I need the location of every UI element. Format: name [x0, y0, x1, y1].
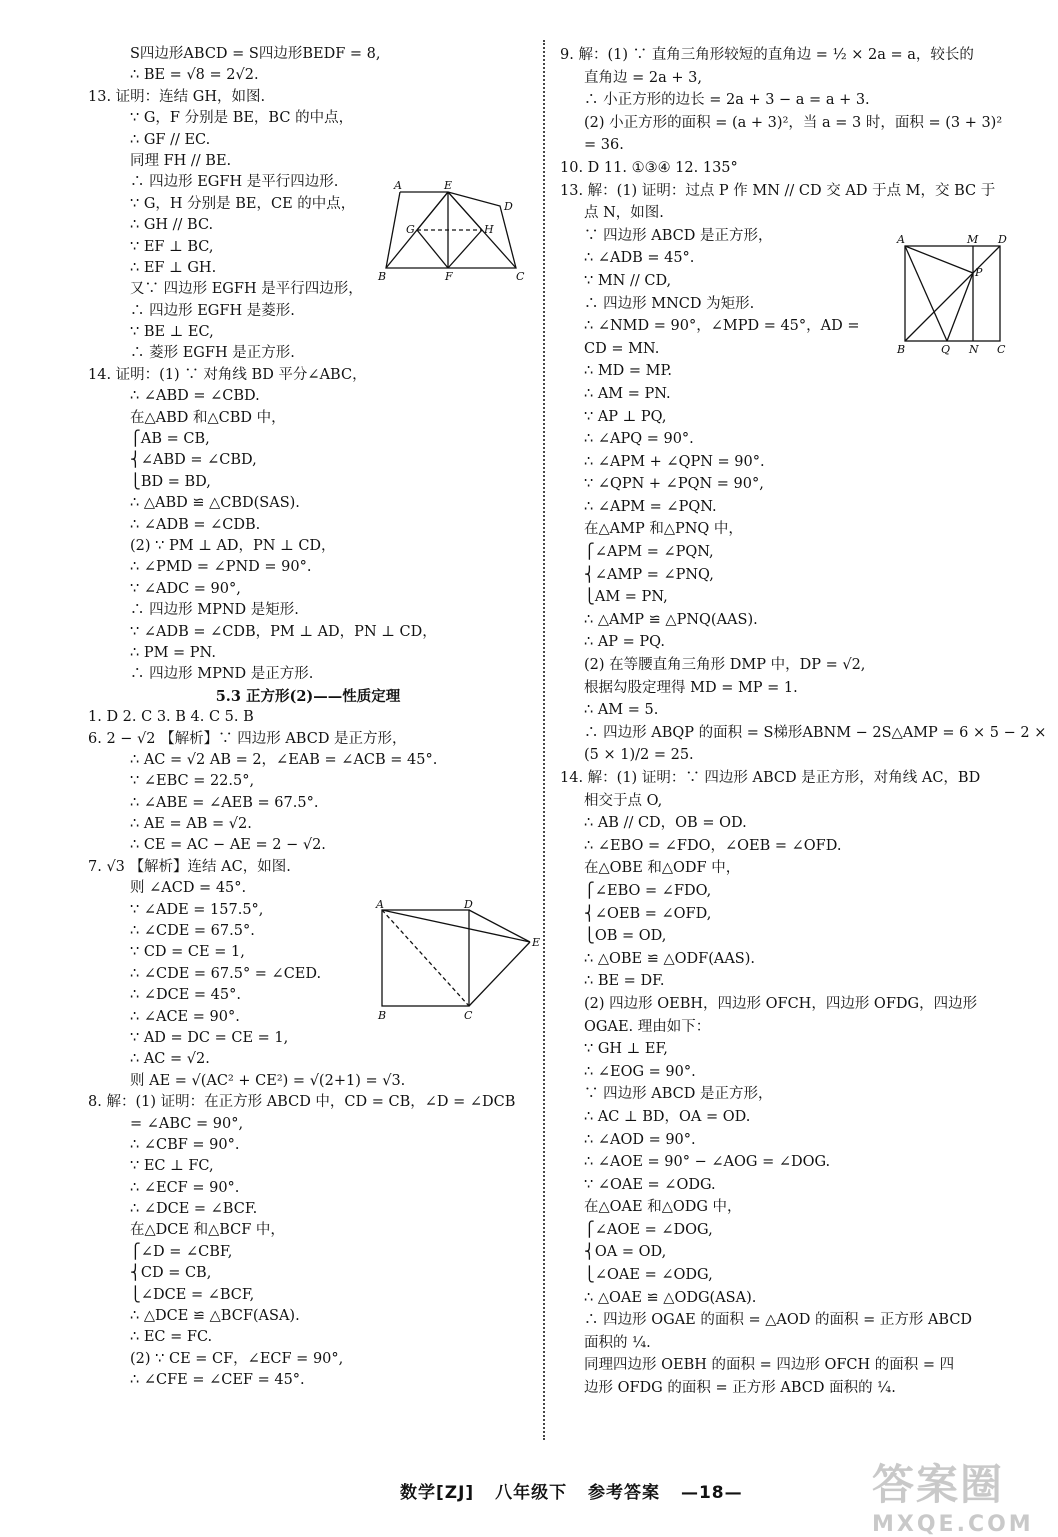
text-line: 6. 2 − √2 【解析】∵ 四边形 ABCD 是正方形， — [88, 730, 407, 747]
text-line: 根据勾股定理得 MD = MP = 1. — [584, 679, 798, 696]
text-line: ⎩∠DCE = ∠BCF, — [130, 1286, 255, 1303]
text-line: 相交于点 O, — [584, 792, 663, 809]
text-line: ∵ MN // CD, — [584, 272, 672, 289]
text-line: 点 N，如图. — [584, 205, 664, 222]
text-line: 14. 解：(1) 证明：∵ 四边形 ABCD 是正方形，对角线 AC，BD — [560, 770, 981, 786]
text-line: 13. 证明：连结 GH，如图. — [88, 88, 266, 105]
column-divider — [543, 40, 545, 1440]
text-line: ∵ EF ⊥ BC, — [130, 238, 214, 255]
figure-square-ade — [372, 898, 547, 1023]
label-e: E — [532, 936, 541, 949]
text-line: ⎧∠APM = ∠PQN, — [584, 544, 714, 561]
text-line: ∴ ∠CDE = 67.5° = ∠CED. — [130, 965, 322, 982]
text-line: ∴ AB // CD，OB = OD. — [584, 815, 747, 832]
label-g: G — [406, 223, 415, 236]
text-line: 面积的 ¼. — [584, 1334, 651, 1351]
text-line: ∴ 四边形 MPND 是正方形. — [130, 666, 314, 683]
text-line: ⎨OA = OD, — [584, 1244, 667, 1261]
text-line: 同理四边形 OEBH 的面积 = 四边形 OFCH 的面积 = 四 — [584, 1357, 955, 1374]
label-b: B — [897, 343, 906, 356]
text-line: (2) ∵ CE = CF，∠ECF = 90°, — [130, 1350, 344, 1367]
label-d: D — [998, 233, 1007, 246]
text-line: ∴ BE = √8 = 2√2. — [130, 67, 259, 84]
text-line: 7. √3 【解析】连结 AC，如图. — [88, 858, 291, 875]
label-d: D — [504, 200, 513, 213]
text-line: ∴ AP = PQ. — [584, 634, 665, 651]
text-line: ∵ BE ⊥ EC, — [130, 324, 214, 341]
text-line: (2) 小正方形的面积 = (a + 3)²，当 a = 3 时，面积 = (3 + 3)² — [584, 114, 1003, 131]
watermark — [872, 1452, 1048, 1537]
text-line: 则 AE = √(AC² + CE²) = √(2+1) = √3. — [130, 1072, 406, 1089]
text-line: ∴ 四边形 EGFH 是平行四边形. — [130, 174, 339, 191]
text-line: ∵ 四边形 ABCD 是正方形， — [584, 1086, 773, 1103]
label-f: F — [445, 270, 453, 283]
footer-section: 参考答案 — [588, 1483, 661, 1503]
text-line: ∴ AE = AB = √2. — [130, 816, 252, 833]
label-m: M — [967, 233, 979, 246]
text-line: ∴ EF ⊥ GH. — [130, 259, 217, 276]
text-line: ∴ ∠AOE = 90° − ∠AOG = ∠DOG. — [584, 1154, 831, 1171]
footer-page-number: —18— — [680, 1483, 743, 1503]
text-line: ∴ ∠ADB = 45°. — [584, 250, 695, 267]
text-line: 在△OAE 和△ODG 中， — [584, 1199, 742, 1216]
label-h: H — [484, 223, 494, 236]
figure-trapezoid — [376, 180, 526, 285]
watermark-logo-text: 答案圈 — [872, 1460, 1005, 1509]
text-line: (2) 在等腰直角三角形 DMP 中，DP = √2, — [584, 657, 866, 674]
text-line: ∴ ∠CBF = 90°. — [130, 1136, 240, 1153]
text-line: ∴ GF // EC. — [130, 131, 211, 148]
text-line: ∴ GH // BC. — [130, 217, 214, 234]
text-line: ∴ ∠APM = ∠PQN. — [584, 498, 717, 515]
text-line: ∴ 菱形 EGFH 是正方形. — [130, 345, 295, 362]
text-line: ⎩OB = OD, — [584, 928, 667, 945]
text-line: ∵ ∠ADE = 157.5°, — [130, 901, 264, 918]
text-line: ∴ EC = FC. — [130, 1329, 213, 1346]
text-line: ∴ ∠APM + ∠QPN = 90°. — [584, 453, 765, 470]
text-line: ⎨∠OEB = ∠OFD, — [584, 905, 712, 922]
text-line: 直角边 = 2a + 3, — [584, 69, 702, 86]
text-line: 又∵ 四边形 EGFH 是平行四边形， — [130, 281, 363, 298]
text-line: ∵ ∠EBC = 22.5°, — [130, 773, 255, 790]
text-line: ⎧∠D = ∠CBF, — [130, 1243, 233, 1260]
label-p: P — [975, 266, 983, 279]
text-line: ∴ △ABD ≌ △CBD(SAS). — [130, 495, 300, 512]
text-line: ⎧AB = CB, — [130, 431, 210, 448]
label-c: C — [997, 343, 1006, 356]
text-line: ∴ ∠ACE = 90°. — [130, 1008, 240, 1025]
label-q: Q — [941, 343, 951, 356]
text-line: ∴ △AMP ≌ △PNQ(AAS). — [584, 611, 758, 628]
text-line: 同理 FH // BE. — [130, 152, 232, 169]
text-line: ∵ ∠ADC = 90°, — [130, 580, 241, 597]
text-line: 9. 解：(1) ∵ 直角三角形较短的直角边 = ½ × 2a = a，较长的 — [560, 47, 974, 63]
text-line: ∴ ∠ABE = ∠AEB = 67.5°. — [130, 794, 319, 811]
text-line: ∵ CD = CE = 1, — [130, 944, 245, 961]
text-line: = 36. — [584, 137, 624, 154]
text-line: 在△AMP 和△PNQ 中， — [584, 521, 743, 538]
text-line: 在△DCE 和△BCF 中， — [130, 1222, 285, 1239]
text-line: ⎩AM = PN, — [584, 589, 668, 606]
text-line: ⎩BD = BD, — [130, 473, 211, 490]
text-line: ∵ ∠OAE = ∠ODG. — [584, 1176, 716, 1193]
text-line: ∵ G，H 分别是 BE，CE 的中点， — [130, 195, 356, 212]
text-line: ∴ ∠APQ = 90°. — [584, 431, 694, 448]
text-line: 则 ∠ACD = 45°. — [130, 880, 247, 897]
figure-square-apq — [895, 232, 1010, 357]
text-line: ∵ 四边形 ABCD 是正方形， — [584, 227, 773, 244]
text-line: 10. D 11. ①③④ 12. 135° — [560, 159, 738, 176]
text-line: ∴ MD = MP. — [584, 363, 672, 380]
text-line: ∵ GH ⊥ EF, — [584, 1041, 668, 1058]
text-line: ∵ ∠ADB = ∠CDB，PM ⊥ AD，PN ⊥ CD， — [130, 623, 437, 640]
text-line: ∵ G，F 分别是 BE，BC 的中点， — [130, 110, 354, 127]
text-line: ∴ ∠ABD = ∠CBD. — [130, 388, 260, 405]
text-line: ∴ PM = PN. — [130, 644, 216, 661]
text-line: ∴ ∠AOD = 90°. — [584, 1131, 696, 1148]
text-line: ∴ AC = √2. — [130, 1051, 210, 1068]
text-line: 在△OBE 和△ODF 中， — [584, 860, 741, 877]
text-line: OGAE. 理由如下： — [584, 1018, 711, 1035]
text-line: 在△ABD 和△CBD 中， — [130, 409, 286, 426]
label-a: A — [376, 898, 384, 911]
text-line: 1. D 2. C 3. B 4. C 5. B — [88, 709, 254, 726]
text-line: ∴ △OAE ≌ △ODG(ASA). — [584, 1289, 757, 1306]
label-e: E — [444, 180, 453, 192]
text-line: 13. 解：(1) 证明：过点 P 作 MN // CD 交 AD 于点 M，交 BC 于 — [560, 182, 996, 199]
text-line: ∴ 四边形 OGAE 的面积 = △AOD 的面积 = 正方形 ABCD — [584, 1312, 973, 1329]
text-line: ∴ ∠NMD = 90°，∠MPD = 45°，AD = — [584, 318, 860, 335]
text-line: ∴ ∠EOG = 90°. — [584, 1063, 696, 1080]
text-line: ∴ ∠DCE = 45°. — [130, 987, 241, 1004]
text-line: ∴ △OBE ≌ △ODF(AAS). — [584, 950, 756, 967]
text-line: CD = MN. — [584, 340, 660, 357]
text-line: ⎨∠AMP = ∠PNQ, — [584, 566, 714, 583]
text-line: ⎧∠EBO = ∠FDO, — [584, 882, 712, 899]
label-a: A — [897, 233, 905, 246]
text-line: ∴ 四边形 ABQP 的面积 = S梯形ABNM − 2S△AMP = 6 × 5 − 2 × — [584, 724, 1047, 741]
text-line: 14. 证明：(1) ∵ 对角线 BD 平分∠ABC， — [88, 366, 367, 383]
text-line: ∴ AC ⊥ BD，OA = OD. — [584, 1108, 751, 1125]
text-line: ⎨CD = CB, — [130, 1265, 212, 1282]
text-line: ∴ ∠ECF = 90°. — [130, 1179, 240, 1196]
text-line: ∴ CE = AC − AE = 2 − √2. — [130, 837, 326, 854]
text-line: ∵ ∠QPN + ∠PQN = 90°, — [584, 476, 764, 493]
text-line: ∴ 小正方形的边长 = 2a + 3 − a = a + 3. — [584, 92, 870, 109]
label-b: B — [378, 1009, 387, 1022]
label-b: B — [378, 270, 387, 283]
text-line: ∴ ∠CDE = 67.5°. — [130, 923, 255, 940]
text-line: 边形 OFDG 的面积 = 正方形 ABCD 面积的 ¼. — [584, 1380, 896, 1397]
text-line: ∴ 四边形 MNCD 为矩形. — [584, 295, 755, 312]
label-a: A — [394, 180, 402, 192]
text-line: ∴ ∠ADB = ∠CDB. — [130, 516, 261, 533]
page-footer — [400, 1478, 757, 1503]
text-line: ⎨∠ABD = ∠CBD, — [130, 452, 257, 469]
text-line: ∴ △DCE ≌ △BCF(ASA). — [130, 1308, 300, 1325]
text-line: ∴ ∠EBO = ∠FDO，∠OEB = ∠OFD. — [584, 837, 842, 854]
text-line: 5.3 正方形(2)——性质定理 — [215, 687, 401, 705]
text-line: ∴ AM = 5. — [584, 702, 659, 719]
label-n: N — [969, 343, 979, 356]
text-line: ∴ ∠PMD = ∠PND = 90°. — [130, 559, 312, 576]
text-line: ∴ AC = √2 AB = 2，∠EAB = ∠ACB = 45°. — [130, 751, 438, 768]
label-d: D — [464, 898, 473, 911]
watermark-url: MXQE.COM — [872, 1512, 1034, 1537]
text-line: ⎩∠OAE = ∠ODG, — [584, 1267, 713, 1284]
footer-subject: 数学[ZJ] — [400, 1483, 475, 1503]
text-line: ⎧∠AOE = ∠DOG, — [584, 1221, 713, 1238]
label-c: C — [516, 270, 525, 283]
text-line: ∴ ∠CFE = ∠CEF = 45°. — [130, 1372, 305, 1389]
text-line: ∴ 四边形 EGFH 是菱形. — [130, 302, 295, 319]
text-line: ∵ AP ⊥ PQ, — [584, 408, 667, 425]
footer-grade: 八年级下 — [495, 1483, 568, 1503]
text-line: = ∠ABC = 90°, — [130, 1115, 244, 1132]
label-c: C — [464, 1009, 473, 1022]
text-line: (2) 四边形 OEBH，四边形 OFCH，四边形 OFDG，四边形 — [584, 995, 978, 1012]
text-line: ∴ ∠DCE = ∠BCF. — [130, 1201, 258, 1218]
text-line: ∵ AD = DC = CE = 1, — [130, 1029, 289, 1046]
text-line: ∴ BE = DF. — [584, 973, 665, 990]
text-line: (2) ∵ PM ⊥ AD，PN ⊥ CD， — [130, 537, 336, 554]
text-line: (5 × 1)/2 = 25. — [584, 747, 694, 764]
text-line: ∵ EC ⊥ FC, — [130, 1158, 214, 1175]
text-line: 8. 解：(1) 证明：在正方形 ABCD 中，CD = CB，∠D = ∠DCB — [88, 1094, 516, 1111]
text-line: ∴ AM = PN. — [584, 385, 671, 402]
text-line: S四边形ABCD = S四边形BEDF = 8, — [130, 46, 381, 62]
text-line: ∴ 四边形 MPND 是矩形. — [130, 602, 299, 619]
